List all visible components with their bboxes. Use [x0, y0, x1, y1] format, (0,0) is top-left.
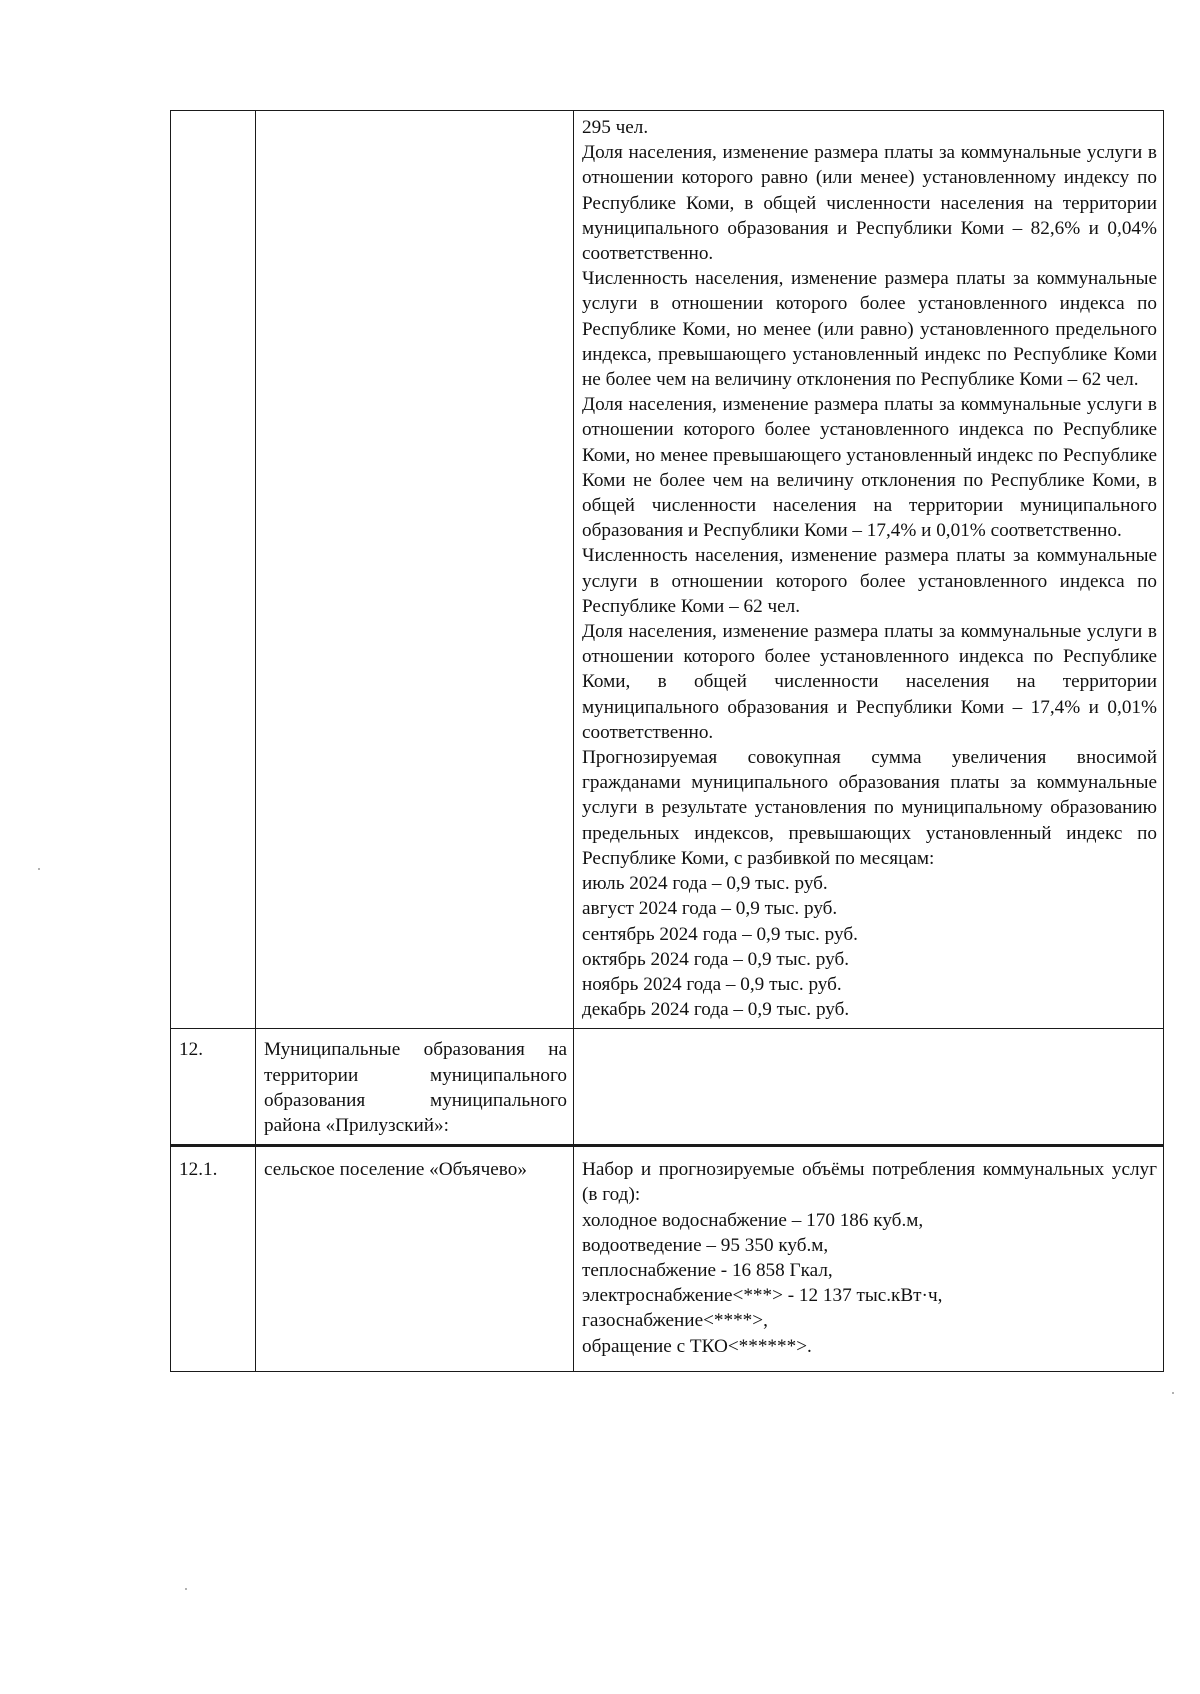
- description-paragraph: 295 чел.: [582, 117, 649, 138]
- scan-speck: [185, 1588, 187, 1590]
- monthly-amount-line: июль 2024 года – 0,9 тыс. руб.: [582, 873, 828, 895]
- table-row: [171, 1029, 1164, 1146]
- description-paragraph: Численность населения, изменение размера платы за коммунальные услуги в отношении которого более установленного индекса по Республике Коми – 62 чел.: [582, 545, 1157, 617]
- row-description-cell: [574, 111, 1164, 1029]
- monthly-amount-line: сентябрь 2024 года – 0,9 тыс. руб.: [582, 923, 858, 945]
- row-number-cell: 12.: [171, 1029, 256, 1146]
- scan-speck: [1172, 1392, 1174, 1394]
- monthly-amount-line: декабрь 2024 года – 0,9 тыс. руб.: [582, 999, 850, 1021]
- scan-speck: [38, 868, 40, 870]
- description-paragraph: Набор и прогнозируемые объёмы потребления коммунальных услуг (в год):: [582, 1159, 1157, 1206]
- row-name-cell: сельское поселение «Объячево»: [256, 1146, 574, 1372]
- row-name-cell: [256, 111, 574, 1029]
- table-row: [171, 111, 1164, 1029]
- row-number-cell: 12.1.: [171, 1146, 256, 1372]
- monthly-amount-line: август 2024 года – 0,9 тыс. руб.: [582, 898, 838, 920]
- row-name-cell: Муниципальные образования на территории муниципального образования муниципального района «Прилузский»:: [256, 1029, 574, 1146]
- row-number-cell: [171, 111, 256, 1029]
- table-row: [171, 1146, 1164, 1372]
- row-description-cell: [574, 1029, 1164, 1146]
- description-paragraph: Доля населения, изменение размера платы за коммунальные услуги в отношении которого более установленного индекса по Республике Коми, в общей численности населения на территории муниципального образования и Республики Коми – 17,4% и 0,01% соответственно.: [582, 621, 1157, 743]
- utility-volume-line: водоотведение – 95 350 куб.м,: [582, 1234, 829, 1256]
- document-table: [170, 110, 1164, 1372]
- utility-volume-line: обращение с ТКО<******>.: [582, 1335, 812, 1357]
- description-paragraph: Прогнозируемая совокупная сумма увеличения вносимой гражданами муниципального образования платы за коммунальные услуги в результате установления по муниципальному образованию предельных индексов, превышающих установленный индекс по Республике Коми, с разбивкой по месяцам:: [582, 747, 1157, 869]
- description-paragraph: Доля населения, изменение размера платы за коммунальные услуги в отношении которого более установленного индекса по Республике Коми, но менее превышающего установленный индекс по Республике Коми не более чем на величину отклонения по Республике Коми, в общей численности населения на территории муниципального образования и Республики Коми – 17,4% и 0,01% соответственно.: [582, 394, 1157, 542]
- description-paragraph: Численность населения, изменение размера платы за коммунальные услуги в отношении которого более установленного индекса по Республике Коми, но менее (или равно) установленного предельного индекса, превышающего установленный индекс по Республике Коми не более чем на величину отклонения по Республике Коми – 62 чел.: [582, 268, 1157, 391]
- monthly-amount-line: ноябрь 2024 года – 0,9 тыс. руб.: [582, 973, 842, 995]
- description-paragraph: Доля населения, изменение размера платы за коммунальные услуги в отношении которого равно (или менее) установленному индексу по Республике Коми, в общей численности населения на территории муниципального образования и Республики Коми – 82,6% и 0,04% соответственно.: [582, 142, 1157, 265]
- utility-volume-line: газоснабжение<****>,: [582, 1310, 768, 1332]
- monthly-amount-line: октябрь 2024 года – 0,9 тыс. руб.: [582, 948, 850, 970]
- row-description-cell: [574, 1146, 1164, 1372]
- utility-volume-line: электроснабжение<***> - 12 137 тыс.кВт·ч,: [582, 1285, 943, 1307]
- utility-volume-line: теплоснабжение - 16 858 Гкал,: [582, 1259, 833, 1281]
- utility-volume-line: холодное водоснабжение – 170 186 куб.м,: [582, 1209, 924, 1231]
